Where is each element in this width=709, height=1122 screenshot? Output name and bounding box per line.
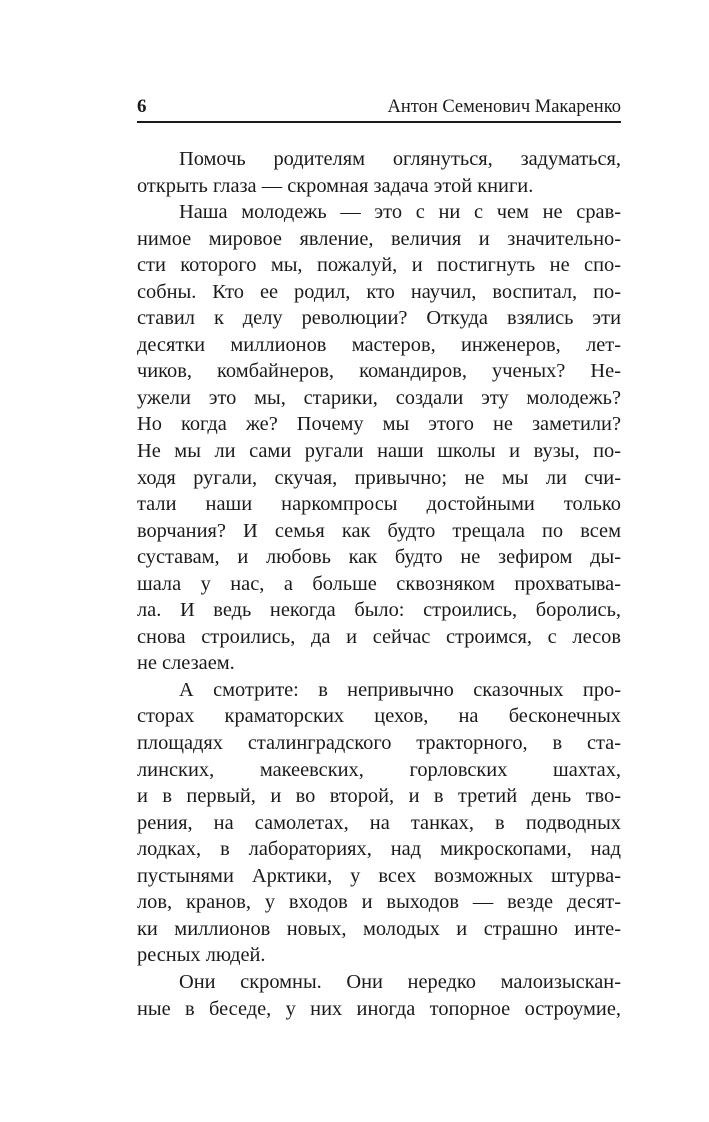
page-number: 6 xyxy=(137,96,147,117)
text-line: Наша молодежь — это с ни с чем не срав- xyxy=(179,201,621,224)
text-line: и в первый, и во второй, и в третий день тво- xyxy=(137,785,621,808)
text-line: рения, на самолетах, на танках, в подводных xyxy=(137,811,621,834)
text-line: тали наши наркомпросы достойными только xyxy=(137,493,621,516)
text-line: открыть глаза — скромная задача этой книги. xyxy=(137,174,534,197)
running-head xyxy=(137,95,621,123)
text-line: шала у нас, а больше сквозняком прохватыва- xyxy=(137,572,621,595)
text-line: собны. Кто ее родил, кто научил, воспитал, по- xyxy=(137,280,621,303)
text-line: площадях сталинградского тракторного, в ста- xyxy=(137,732,621,755)
text-line: ресных людей. xyxy=(137,944,266,967)
text-line: Они скромны. Они нередко малоизыскан- xyxy=(179,970,621,993)
text-line: снова строились, да и сейчас строимся, с лесов xyxy=(137,625,621,648)
text-line: Не мы ли сами ругали наши школы и вузы, по- xyxy=(137,440,621,463)
text-line: ки миллионов новых, молодых и страшно инте- xyxy=(137,917,621,940)
text-line: сти которого мы, пожалуй, и постигнуть не спо- xyxy=(137,254,621,277)
text-line: суставам, и любовь как будто не зефиром ды- xyxy=(137,546,621,569)
text-line: А смотрите: в непривычно сказочных про- xyxy=(179,678,621,701)
text-line: ла. И ведь некогда было: строились, боролись, xyxy=(137,599,621,622)
body-text xyxy=(137,146,621,1022)
text-line: линских, макеевских, горловских шахтах, xyxy=(137,758,621,781)
text-line: ходя ругали, скучая, привычно; не мы ли счи- xyxy=(137,466,621,489)
text-line: Но когда же? Почему мы этого не заметили? xyxy=(137,413,621,436)
running-title: Антон Семенович Макаренко xyxy=(387,97,621,117)
text-line: лодках, в лабораториях, над микроскопами, над xyxy=(137,838,621,861)
text-line: сторах краматорских цехов, на бесконечных xyxy=(137,705,621,728)
text-line: ворчания? И семья как будто трещала по всем xyxy=(137,519,621,542)
text-line: Помочь родителям оглянуться, задуматься, xyxy=(179,148,621,170)
text-line: ставил к делу революции? Откуда взялись эти xyxy=(137,307,621,330)
text-line: десятки миллионов мастеров, инженеров, лет- xyxy=(137,333,621,356)
text-line: ные в беседе, у них иногда топорное остроумие, xyxy=(137,997,621,1020)
text-line: лов, кранов, у входов и выходов — везде десят- xyxy=(137,891,621,914)
text-line: чиков, комбайнеров, командиров, ученых? Не- xyxy=(137,360,621,383)
text-line: пустынями Арктики, у всех возможных штурва- xyxy=(137,864,621,887)
text-line: нимое мировое явление, величия и значительно- xyxy=(137,227,621,250)
text-line: не слезаем. xyxy=(137,652,235,675)
text-line: ужели это мы, старики, создали эту молодежь? xyxy=(137,386,621,409)
